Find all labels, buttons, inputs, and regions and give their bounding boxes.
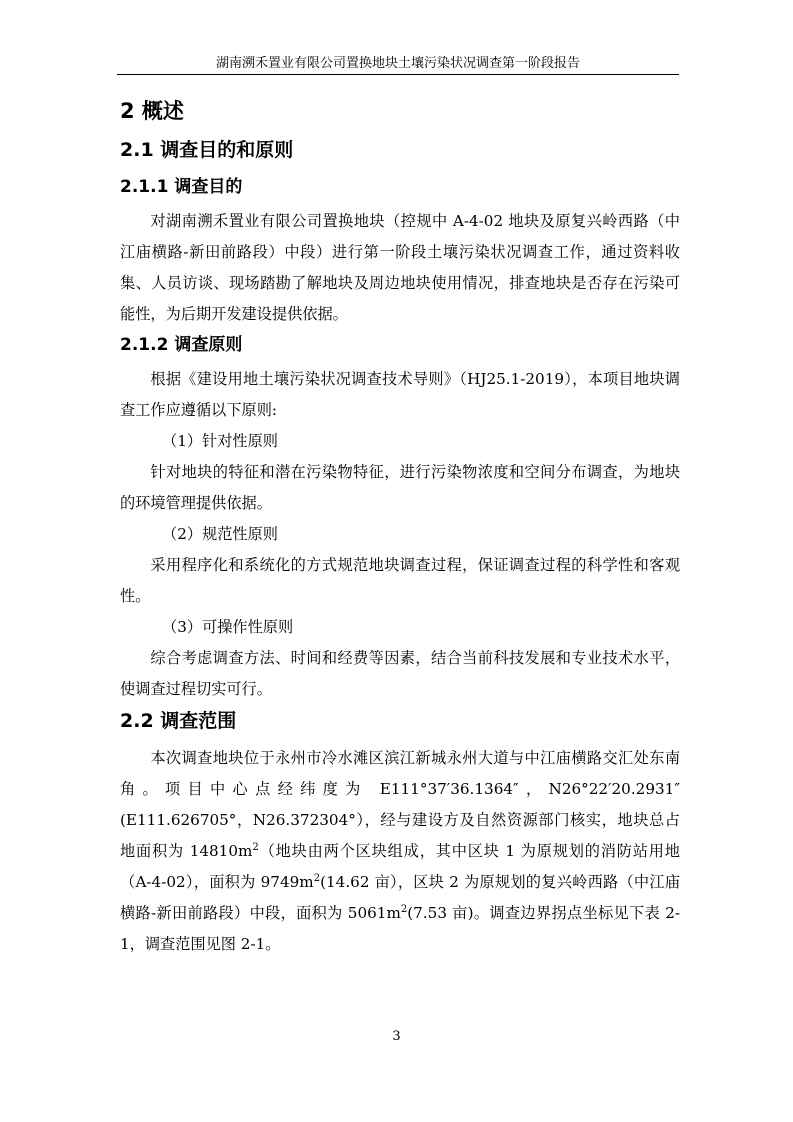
investigation-scope-paragraph xyxy=(120,743,680,960)
principle-2-text: 采用程序化和系统化的方式规范地块调查过程，保证调查过程的科学性和客观性。 xyxy=(120,556,680,605)
area-superscript-3: 2 xyxy=(400,903,408,915)
section-2-1-heading: 2.1 调查目的和原则 xyxy=(120,139,294,161)
scope-text-part-2: （地块由两个区块组成，其中区块 1 为原规划的消防站用地（A-4-02），面积为 9749m xyxy=(120,842,680,891)
scope-text-part-1: 本次调查地块位于永州市冷水滩区滨江新城永州大道与中江庙横路交汇处东南角。项目中心点经纬度为 E111°37′36.1364″，N26°22′20.2931″(E111.626705°，N26.372304°），经与建设方及自然资源部门核实，地块总占地面积为 14810m xyxy=(120,749,680,860)
principle-3-label: （3）可操作性原则 xyxy=(162,618,294,636)
principle-3-text: 综合考虑调查方法、时间和经费等因素，结合当前科技发展和专业技术水平，使调查过程切实可行。 xyxy=(120,649,680,698)
principle-1-label: （1）针对性原则 xyxy=(162,432,278,450)
section-2-1-2-heading: 2.1.2 调查原则 xyxy=(120,335,243,355)
area-superscript-1: 2 xyxy=(252,841,259,853)
section-2-heading: 2 概述 xyxy=(120,99,184,123)
scope-text-part-3: (14.62 亩），区块 2 为原规划的复兴岭西路（中江庙横路-新田前路段）中段，面积为 5061m xyxy=(120,873,681,922)
running-header: 湖南溯禾置业有限公司置换地块土壤污染状况调查第一阶段报告 xyxy=(215,56,580,71)
principle-2-label: （2）规范性原则 xyxy=(162,525,278,543)
area-superscript-2: 2 xyxy=(313,872,321,884)
header-rule xyxy=(117,74,679,75)
principles-intro-paragraph: 根据《建设用地土壤污染状况调查技术导则》（HJ25.1-2019），本项目地块调查工作应遵循以下原则: xyxy=(120,370,680,419)
page-content xyxy=(120,96,680,960)
principle-1-text: 针对地块的特征和潜在污染物特征，进行污染物浓度和空间分布调查，为地块的环境管理提供依据。 xyxy=(120,463,680,512)
page-number: 3 xyxy=(392,1029,401,1044)
scope-text-part-4: (7.53 亩)。调查边界拐点坐标见下表 2-1，调查范围见图 2-1。 xyxy=(120,904,680,953)
section-2-1-1-heading: 2.1.1 调查目的 xyxy=(120,177,243,197)
investigation-purpose-paragraph: 对湖南溯禾置业有限公司置换地块（控规中 A-4-02 地块及原复兴岭西路（中江庙横路-新田前路段）中段）进行第一阶段土壤污染状况调查工作，通过资料收集、人员访谈、现场踏勘了解地块及周边地块使用情况，排查地块是否存在污染可能性，为后期开发建设提供依据。 xyxy=(120,212,680,323)
section-2-2-heading: 2.2 调查范围 xyxy=(120,710,237,732)
